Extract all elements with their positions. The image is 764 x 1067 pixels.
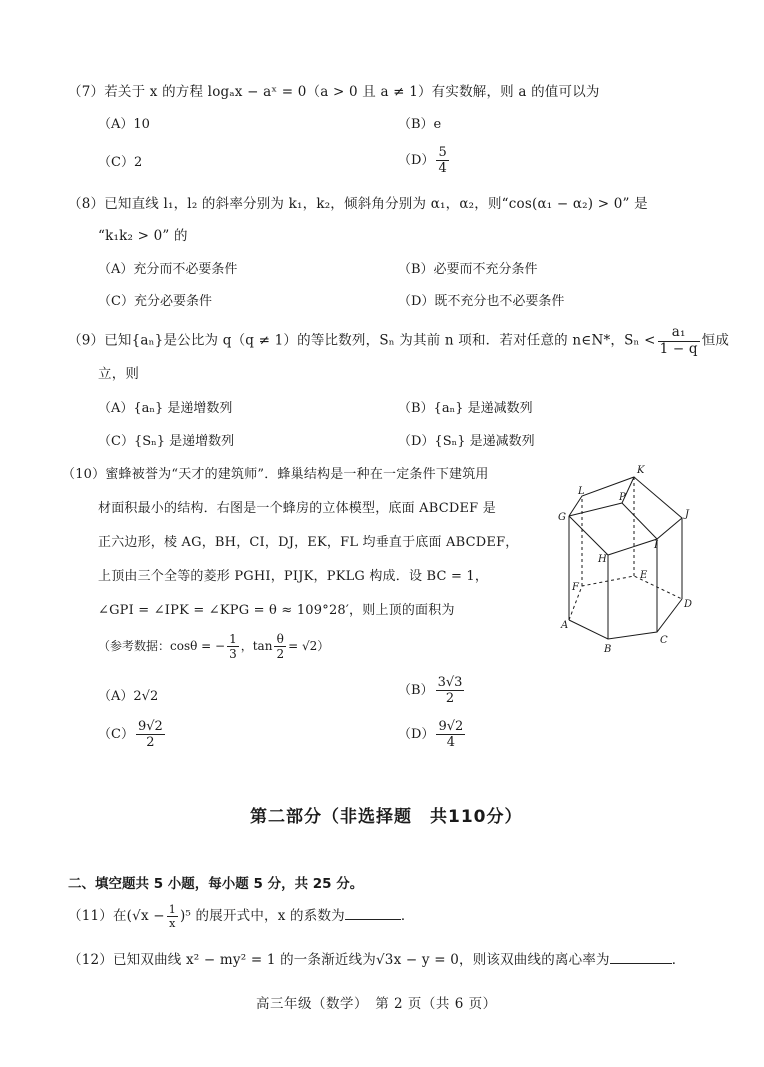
q10-option-d-fraction — [436, 720, 465, 749]
q10-option-a: （A）2√2 — [98, 689, 159, 704]
q12-answer-blank[interactable] — [610, 951, 672, 964]
fraction-numerator: 5 — [438, 145, 447, 160]
label-k: K — [637, 465, 645, 476]
fraction-denominator: x — [169, 917, 176, 930]
fraction-denominator: 1 − q — [659, 340, 698, 357]
label-j: J — [685, 509, 690, 520]
q12-text: （12）已知双曲线 x² − my² = 1 的一条渐近线为√3x − y = 0，则该双曲线的离心率为 — [68, 952, 610, 968]
q8-option-d: （D）既不充分也不必要条件 — [398, 294, 565, 309]
label-c: C — [660, 635, 668, 646]
fraction-denominator: 4 — [446, 735, 455, 750]
q10-ref-fraction2 — [274, 633, 286, 660]
q12-stem — [68, 948, 685, 968]
fraction-denominator: 3 — [229, 647, 237, 661]
q11-fraction — [167, 904, 178, 929]
q8-option-c: （C）充分必要条件 — [98, 294, 212, 309]
q8-stem-line2: “k₁k₂ > 0” 的 — [98, 228, 188, 244]
q10-ref-tail: = √2） — [288, 639, 330, 653]
fraction-denominator: 4 — [438, 161, 447, 176]
fraction-numerator: 9√2 — [438, 719, 464, 734]
q9-stem-line1 — [68, 326, 729, 356]
q7-option-c: （C）2 — [98, 155, 143, 170]
q10-reference-data — [98, 633, 329, 660]
q11-text-tail: )⁵ 的展开式中，x 的系数为 — [179, 908, 345, 924]
q8-option-a: （A）充分而不必要条件 — [98, 262, 238, 277]
q9-option-b: （B）{aₙ} 是递减数列 — [398, 401, 533, 416]
q9-stem-text: （9）已知{aₙ}是公比为 q（q ≠ 1）的等比数列，Sₙ 为其前 n 项和．若对任意的 n∈N*，Sₙ < — [68, 332, 656, 349]
q10-line1: （10）蜜蜂被誉为“天才的建筑师”．蜂巢结构是一种在一定条件下建筑用 — [62, 467, 489, 482]
label-p: P — [619, 492, 626, 503]
q10-ref-text: （参考数据：cosθ = − — [98, 639, 226, 653]
q7-option-d — [398, 146, 451, 175]
label-e: E — [640, 570, 648, 581]
label-g: G — [558, 512, 566, 523]
q9-fraction — [658, 326, 700, 356]
label-h: H — [598, 554, 607, 565]
q10-line3: 正六边形，棱 AG，BH，CI，DJ，EK，FL 均垂直于底面 ABCDEF， — [98, 535, 519, 550]
part2-title: 第二部分（非选择题 共110分） — [250, 807, 523, 827]
fraction-numerator: 9√2 — [137, 719, 163, 734]
q11-answer-blank[interactable] — [345, 907, 401, 920]
q7-option-a: （A）10 — [98, 117, 150, 132]
q10-option-d — [398, 720, 467, 749]
label-d: D — [684, 599, 693, 610]
q9-stem-tail: 恒成 — [701, 332, 730, 349]
q12-period: ． — [671, 952, 686, 968]
q10-line2: 材面积最小的结构．右图是一个蜂房的立体模型，底面 ABCDEF 是 — [98, 501, 496, 516]
fraction-numerator: 1 — [229, 632, 237, 646]
q10-line4: 上顶由三个全等的菱形 PGHI，PIJK，PKLG 构成．设 BC = 1， — [98, 569, 489, 584]
q10-option-b-label: （B） — [398, 683, 434, 698]
q10-line5: ∠GPI = ∠IPK = ∠KPG = θ ≈ 109°28′，则上顶的面积为 — [98, 603, 455, 618]
q11-text: （11）在(√x − — [68, 908, 165, 924]
q10-ref-fraction1 — [227, 633, 239, 660]
q10-ref-tan: ，tan — [240, 639, 273, 653]
q8-stem-line1: （8）已知直线 l₁，l₂ 的斜率分别为 k₁，k₂，倾斜角分别为 α₁，α₂，则“cos(α₁ − α₂) > 0” 是 — [68, 196, 648, 212]
fraction-denominator: 2 — [146, 735, 155, 750]
fraction-denominator: 2 — [445, 691, 455, 706]
honeycomb-figure — [550, 460, 700, 660]
q10-option-b — [398, 676, 466, 705]
q10-option-c-fraction — [136, 720, 165, 749]
q10-option-c-label: （C） — [98, 727, 134, 742]
q11-stem — [68, 904, 415, 929]
fraction-numerator: a₁ — [658, 326, 700, 342]
q10-option-c — [98, 720, 167, 749]
fraction-numerator: θ — [274, 633, 286, 647]
fraction-numerator: 3√3 — [437, 675, 463, 690]
q7-option-b: （B）e — [398, 117, 442, 132]
q10-option-d-label: （D） — [398, 727, 435, 742]
fraction-denominator: 2 — [276, 647, 285, 661]
q7-stem: （7）若关于 x 的方程 logₐx − aˣ = 0（a > 0 且 a ≠ 1）有实数解，则 a 的值可以为 — [68, 84, 600, 100]
label-a: A — [561, 620, 569, 631]
page-footer: 高三年级（数学） 第 2 页（共 6 页） — [256, 996, 497, 1012]
q9-stem-line2: 立，则 — [98, 366, 140, 382]
fraction-numerator: 1 — [168, 903, 176, 916]
q7-option-d-fraction — [436, 146, 448, 175]
label-i: I — [654, 540, 658, 551]
q9-option-a: （A）{aₙ} 是递增数列 — [98, 401, 233, 416]
q7-option-d-label: （D） — [398, 153, 435, 168]
q8-option-b: （B）必要而不充分条件 — [398, 262, 538, 277]
label-f: F — [572, 582, 579, 593]
q10-option-b-fraction — [436, 676, 465, 705]
q11-period: ． — [400, 908, 415, 924]
q9-option-c: （C）{Sₙ} 是递增数列 — [98, 434, 235, 449]
fill-in-section-heading: 二、填空题共 5 小题，每小题 5 分，共 25 分。 — [68, 876, 364, 892]
label-b: B — [604, 644, 612, 655]
label-l: L — [578, 486, 585, 497]
q9-option-d: （D）{Sₙ} 是递减数列 — [398, 434, 535, 449]
